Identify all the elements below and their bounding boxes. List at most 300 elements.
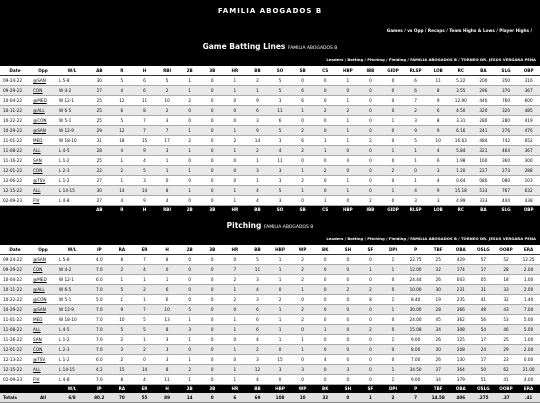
opponent-link[interactable]: SAN (33, 336, 42, 342)
footer-column-header: 3B (201, 384, 224, 393)
stat-cell: 2 (359, 135, 382, 145)
opponent-cell (30, 304, 56, 314)
stat-cell: 1 (337, 75, 360, 85)
column-header[interactable]: OSLG (472, 245, 495, 254)
opponent-link[interactable]: @SAN (33, 256, 46, 262)
opponent-link[interactable]: ALL (33, 366, 41, 372)
column-header[interactable]: W/L (56, 66, 88, 75)
column-header[interactable]: SF (359, 245, 382, 254)
stat-cell: 5 (156, 75, 179, 85)
footer-column-header: RLSP (404, 205, 427, 214)
stat-cell: 0 (314, 75, 337, 85)
column-header[interactable]: 2B (178, 245, 201, 254)
stat-cell: 28 (88, 145, 111, 155)
table-row (0, 155, 540, 165)
opponent-link[interactable]: CON (33, 266, 43, 272)
stat-cell: 0 (337, 374, 360, 384)
stat-cell: 14 (111, 185, 134, 195)
opponent-cell (30, 135, 56, 145)
stat-cell: 3 (404, 115, 427, 125)
stat-cell: 7.0 (88, 374, 111, 384)
stat-cell: 0 (201, 354, 224, 364)
table-row (0, 364, 540, 374)
stat-cell: 15 (133, 135, 156, 145)
stat-cell: 3 (269, 364, 292, 374)
stat-cell: 0 (359, 185, 382, 195)
stat-cell: 0 (359, 344, 382, 354)
stat-cell: 3 (291, 364, 314, 374)
stat-cell: 0 (314, 254, 337, 264)
stat-cell: 1 (382, 264, 405, 274)
column-header[interactable]: HR (224, 66, 247, 75)
batting-rows (0, 75, 540, 205)
table-row (0, 195, 540, 205)
stat-cell: 6 (156, 294, 179, 304)
stat-cell: 3 (156, 145, 179, 155)
stat-cell: 26 (427, 334, 450, 344)
stat-cell: 080 (472, 175, 495, 185)
totals-cell: 100 (404, 214, 427, 223)
stat-cell: L 2-3 (56, 344, 88, 354)
stat-cell: 27 (88, 175, 111, 185)
totals-label: Totals (0, 393, 30, 402)
column-header[interactable]: Date (0, 245, 30, 254)
stat-cell: 2 (178, 135, 201, 145)
stat-cell: 3.31 (450, 115, 473, 125)
stat-cell: 5 (111, 324, 134, 334)
stat-cell: 1 (291, 185, 314, 195)
opponent-link[interactable]: @MED (33, 97, 47, 103)
opponent-cell (30, 105, 56, 115)
column-header[interactable]: OBA (450, 245, 473, 254)
column-header[interactable]: BA (472, 66, 495, 75)
opponent-link[interactable]: CON (33, 87, 43, 93)
stat-cell: 0 (178, 254, 201, 264)
stat-cell: 370 (495, 85, 518, 95)
stat-cell: 1 (314, 324, 337, 334)
stat-cell: L 4-5 (56, 324, 88, 334)
stat-cell: 5 (404, 135, 427, 145)
stat-cell: 50 (472, 364, 495, 374)
stat-cell: 27 (88, 85, 111, 95)
column-header[interactable]: ERA (517, 245, 540, 254)
stat-cell: 7.0 (88, 334, 111, 344)
table-row (0, 175, 540, 185)
stat-cell: 600 (517, 95, 540, 105)
stat-cell: 0 (178, 284, 201, 294)
stat-cell: 7 (156, 125, 179, 135)
stat-cell: L 5-8 (56, 75, 88, 85)
opponent-link[interactable]: FIV (33, 197, 40, 203)
stat-cell: 0 (178, 195, 201, 205)
stat-cell: 5 (133, 165, 156, 175)
column-header[interactable]: SLG (495, 66, 518, 75)
column-header[interactable]: CS (314, 66, 337, 75)
footer-column-header: BB (246, 384, 269, 393)
opponent-link[interactable]: ALL (33, 187, 41, 193)
stat-cell: 360 (495, 155, 518, 165)
stat-cell: 321 (472, 145, 495, 155)
stat-cell: 0 (201, 185, 224, 195)
column-header[interactable]: OBP (517, 66, 540, 75)
totals-cell: .460 (495, 214, 518, 223)
opponent-link[interactable]: MED (33, 137, 43, 143)
stat-cell: W 6-5 (56, 105, 88, 115)
totals-cell: .419 (472, 214, 495, 223)
date-cell: 10-22-22 (0, 294, 30, 304)
stat-cell: 53 (495, 314, 518, 324)
stat-cell: 5 (269, 185, 292, 195)
stat-cell: 2 (111, 334, 134, 344)
column-header[interactable]: RA (111, 245, 134, 254)
stat-cell: 2.00 (517, 344, 540, 354)
stat-cell: 0 (224, 354, 247, 364)
opponent-cell (30, 175, 56, 185)
stat-cell: 1 (269, 304, 292, 314)
stat-cell: 48 (472, 304, 495, 314)
stat-cell: 2 (337, 105, 360, 115)
stat-cell: 0 (359, 125, 382, 135)
opponent-link[interactable]: @TSV (33, 356, 46, 362)
stat-cell: 1 (178, 354, 201, 364)
totals-cell: 72.55 (427, 214, 450, 223)
stat-cell: 0 (201, 95, 224, 105)
column-header[interactable]: OOBP (495, 245, 518, 254)
column-header[interactable]: R (111, 66, 134, 75)
stat-cell: 10 (427, 135, 450, 145)
opponent-link[interactable]: FIV (33, 376, 40, 382)
totals-cell: 108 (269, 393, 292, 402)
stat-cell: 1 (224, 324, 247, 334)
stat-cell: 1 (178, 374, 201, 384)
opponent-link[interactable]: @CON (33, 117, 47, 123)
stat-cell: 4.2 (88, 364, 111, 374)
stat-cell: 15.18 (450, 185, 473, 195)
column-header[interactable]: DPI (382, 245, 405, 254)
stat-cell: 1 (224, 185, 247, 195)
footer-column-header: 3B (201, 205, 224, 214)
column-header[interactable]: GIDP (382, 66, 405, 75)
table-row (0, 165, 540, 175)
totals-cell: 0 (337, 393, 360, 402)
stat-cell: 9 (246, 125, 269, 135)
opponent-cell (30, 155, 56, 165)
stat-cell: W 18-10 (56, 314, 88, 324)
stat-cell: 11 (269, 105, 292, 115)
stat-cell: 8 (427, 115, 450, 125)
stat-cell: 0 (201, 105, 224, 115)
stat-cell: 1 (224, 284, 247, 294)
footer-column-header: BK (314, 384, 337, 393)
date-cell: 09-24-22 (0, 254, 30, 264)
opponent-link[interactable]: @ALL (33, 286, 45, 292)
stat-cell: 7.00 (517, 304, 540, 314)
stat-cell: 1 (111, 294, 134, 304)
stat-cell: 464 (495, 145, 518, 155)
opponent-cell (30, 254, 56, 264)
column-header[interactable]: SB (291, 66, 314, 75)
stat-cell: 0 (201, 135, 224, 145)
stat-cell: 3 (269, 95, 292, 105)
column-header[interactable]: 2B (178, 66, 201, 75)
totals-cell: 7 (404, 393, 427, 402)
stat-cell: 0 (178, 344, 201, 354)
column-header[interactable]: SO (269, 66, 292, 75)
opponent-cell (30, 344, 56, 354)
stat-cell: 0 (359, 115, 382, 125)
totals-cell: 69 (246, 393, 269, 402)
stat-cell: 2 (246, 145, 269, 155)
top-nav-links[interactable]: Games / vs Opp / Recaps / Team Highs & Lows / Player Highs / (386, 28, 532, 33)
stat-cell: 0 (314, 344, 337, 354)
stat-cell: 3 (178, 324, 201, 334)
column-header[interactable]: BB (246, 66, 269, 75)
stat-cell: 4 (246, 195, 269, 205)
opponent-link[interactable]: @SAN (33, 77, 46, 83)
stat-cell: 3 (269, 165, 292, 175)
stat-cell: W 12-1 (56, 274, 88, 284)
column-header[interactable]: H (156, 245, 179, 254)
totals-cell: .316 (450, 214, 473, 223)
stat-cell: 1 (224, 314, 247, 324)
opponent-link[interactable]: @TSV (33, 177, 46, 183)
opponent-link[interactable]: @ALL (33, 107, 45, 113)
opponent-link[interactable]: @SAN (33, 306, 46, 312)
column-header[interactable]: WP (291, 245, 314, 254)
column-header[interactable]: AB (88, 66, 111, 75)
opponent-link[interactable]: @CON (33, 296, 47, 302)
stat-cell: 3 (337, 364, 360, 374)
stat-cell: 0 (178, 274, 201, 284)
stat-cell: 1.20 (450, 165, 473, 175)
column-header[interactable]: BK (314, 245, 337, 254)
stat-cell: 767 (495, 185, 518, 195)
stat-cell: 15 (269, 354, 292, 364)
stat-cell: 2 (246, 344, 269, 354)
table-row (0, 135, 540, 145)
table-row (0, 344, 540, 354)
stat-cell: 1 (314, 135, 337, 145)
footer-blank (0, 384, 30, 393)
stat-cell: 17 (472, 334, 495, 344)
stat-cell: 5 (269, 75, 292, 85)
opponent-link[interactable]: @SAN (33, 127, 46, 133)
pitching-footer-headers (0, 384, 540, 393)
stat-cell: L 14-15 (56, 364, 88, 374)
column-header[interactable]: Date (0, 66, 30, 75)
stat-cell: 130 (450, 354, 473, 364)
stat-cell: 3 (246, 294, 269, 304)
opponent-link[interactable]: @MED (33, 276, 47, 282)
stat-cell: 25 (88, 155, 111, 165)
stat-cell: 9.00 (404, 374, 427, 384)
stat-cell: 6 (291, 85, 314, 95)
opponent-link[interactable]: CON (33, 346, 43, 352)
stat-cell: 9 (404, 125, 427, 135)
stat-cell: 1 (382, 364, 405, 374)
column-header[interactable]: IP (88, 245, 111, 254)
stat-cell: 0 (291, 324, 314, 334)
stat-cell: 6 (246, 324, 269, 334)
stat-cell: 0 (359, 175, 382, 185)
column-header[interactable]: 3B (201, 245, 224, 254)
stat-cell: 7.0 (88, 264, 111, 274)
stat-cell: 9 (133, 145, 156, 155)
stat-cell: 0 (314, 125, 337, 135)
column-header[interactable]: W/L (56, 245, 88, 254)
stat-cell: L 4-8 (56, 195, 88, 205)
column-header[interactable]: HBP (337, 66, 360, 75)
footer-column-header: IBB (359, 205, 382, 214)
column-header[interactable]: Opp (30, 66, 56, 75)
stat-cell: 23 (495, 354, 518, 364)
column-header[interactable]: RBI (156, 66, 179, 75)
stat-cell: 0.64 (450, 175, 473, 185)
column-header[interactable]: RLSP (404, 66, 427, 75)
stat-cell: 0 (156, 175, 179, 185)
column-header[interactable]: HBP (269, 245, 292, 254)
batting-section (0, 39, 540, 221)
totals-cell: 10 (291, 393, 314, 402)
stat-cell: 5 (111, 284, 134, 294)
footer-column-header: OOBP (495, 384, 518, 393)
stat-cell: 2.00 (517, 264, 540, 274)
stat-cell: 05 (472, 274, 495, 284)
totals-cell: 2 (382, 393, 405, 402)
stat-cell: 0 (269, 284, 292, 294)
pitching-rows (0, 254, 540, 384)
stat-cell: 1 (178, 185, 201, 195)
column-header[interactable]: RC (450, 66, 473, 75)
column-header[interactable]: LOB (427, 66, 450, 75)
stat-cell: 241 (472, 125, 495, 135)
totals-cell: 32 (314, 393, 337, 402)
column-header[interactable]: Opp (30, 245, 56, 254)
stat-cell: 22 (88, 165, 111, 175)
stat-cell: 1 (224, 344, 247, 354)
column-header[interactable]: H (133, 66, 156, 75)
stat-cell: 8 (111, 254, 134, 264)
stat-cell: 2 (111, 264, 134, 274)
footer-column-header: R (111, 205, 134, 214)
column-header[interactable]: ER (133, 245, 156, 254)
stat-cell: 0 (359, 314, 382, 324)
stat-cell: 0 (359, 304, 382, 314)
team-title: FAMILIA ABOGADOS B (217, 7, 323, 15)
stat-cell: 0 (314, 314, 337, 324)
column-header[interactable]: 3B (201, 66, 224, 75)
opponent-link[interactable]: CON (33, 167, 43, 173)
date-cell: 12-01-22 (0, 344, 30, 354)
table-row (0, 85, 540, 95)
column-header[interactable]: HR (224, 245, 247, 254)
batting-nav-links[interactable]: Leaders / Batting / Pitching / Fielding / FAMILIA ABOGADOS B / TORNEO DR. JESUS VERGARA PENA (0, 53, 540, 66)
stat-cell: 0 (201, 165, 224, 175)
stat-cell: 37 (427, 364, 450, 374)
stat-cell: 4 (337, 155, 360, 165)
opponent-cell (30, 354, 56, 364)
stat-cell: 52 (495, 254, 518, 264)
stat-cell: 6.16 (450, 125, 473, 135)
stat-cell: 2 (133, 284, 156, 294)
stat-cell: 0 (314, 364, 337, 374)
stat-cell: 17 (472, 264, 495, 274)
totals-cell: 14.58 (427, 393, 450, 402)
stat-cell: 0 (359, 165, 382, 175)
stat-cell: 366 (450, 304, 473, 314)
footer-column-header: WP (291, 384, 314, 393)
stat-cell: 2 (156, 85, 179, 95)
stat-cell: 19 (427, 294, 450, 304)
column-header[interactable]: BB (246, 245, 269, 254)
stat-cell: 533 (472, 185, 495, 195)
batting-title (0, 39, 540, 53)
stat-cell: 0 (224, 95, 247, 105)
opponent-link[interactable]: ALL (33, 326, 41, 332)
pitching-nav-links[interactable]: Leaders / Batting / Pitching / Fielding / FAMILIA ABOGADOS B / TORNEO DR. JESUS VERGARA PENA (0, 232, 540, 245)
stat-cell: 1.98 (450, 155, 473, 165)
totals-cell: .275 (472, 393, 495, 402)
stat-cell: 0 (178, 294, 201, 304)
stat-cell: 0 (359, 364, 382, 374)
stat-cell: 6 (427, 155, 450, 165)
date-cell: 12-01-22 (0, 165, 30, 175)
stat-cell: 2 (156, 105, 179, 115)
stat-cell: 1 (359, 264, 382, 274)
footer-column-header: SF (359, 384, 382, 393)
stat-cell: 0 (201, 175, 224, 185)
stat-cell: 1 (337, 125, 360, 135)
stat-cell: 1 (224, 374, 247, 384)
footer-column-header: ER (133, 384, 156, 393)
stat-cell: 14 (133, 364, 156, 374)
opponent-link[interactable]: MED (33, 316, 43, 322)
table-row (0, 254, 540, 264)
stat-cell: 1.40 (517, 294, 540, 304)
totals-cell: .37 (495, 393, 518, 402)
stat-cell: 41 (472, 294, 495, 304)
table-row (0, 294, 540, 304)
column-header[interactable]: P (404, 245, 427, 254)
page-header (0, 0, 540, 39)
stat-cell: 24 (472, 344, 495, 354)
stat-cell: 0 (314, 264, 337, 274)
stat-cell: 6 (427, 105, 450, 115)
stat-cell: 1 (269, 264, 292, 274)
column-header[interactable]: IBB (359, 66, 382, 75)
stat-cell: 476 (517, 125, 540, 135)
stat-cell: L 4-5 (56, 145, 88, 155)
stat-cell: 14 (133, 185, 156, 195)
footer-column-header: 2B (178, 205, 201, 214)
footer-column-header: ERA (517, 384, 540, 393)
stat-cell: 1 (246, 175, 269, 185)
stat-cell: 7 (404, 95, 427, 105)
stat-cell: 760 (495, 95, 518, 105)
stat-cell: 7 (133, 254, 156, 264)
stat-cell: 8 (156, 185, 179, 195)
opponent-link[interactable]: SAN (33, 157, 42, 163)
date-cell: 10-11-22 (0, 284, 30, 294)
column-header[interactable]: SH (337, 245, 360, 254)
opponent-link[interactable]: ALL (33, 147, 41, 153)
stat-cell: 6 (133, 75, 156, 85)
stat-cell: 1 (382, 185, 405, 195)
stat-cell: 26 (427, 274, 450, 284)
stat-cell: 1 (291, 105, 314, 115)
stat-cell: 9 (133, 195, 156, 205)
column-header[interactable]: TBF (427, 245, 450, 254)
